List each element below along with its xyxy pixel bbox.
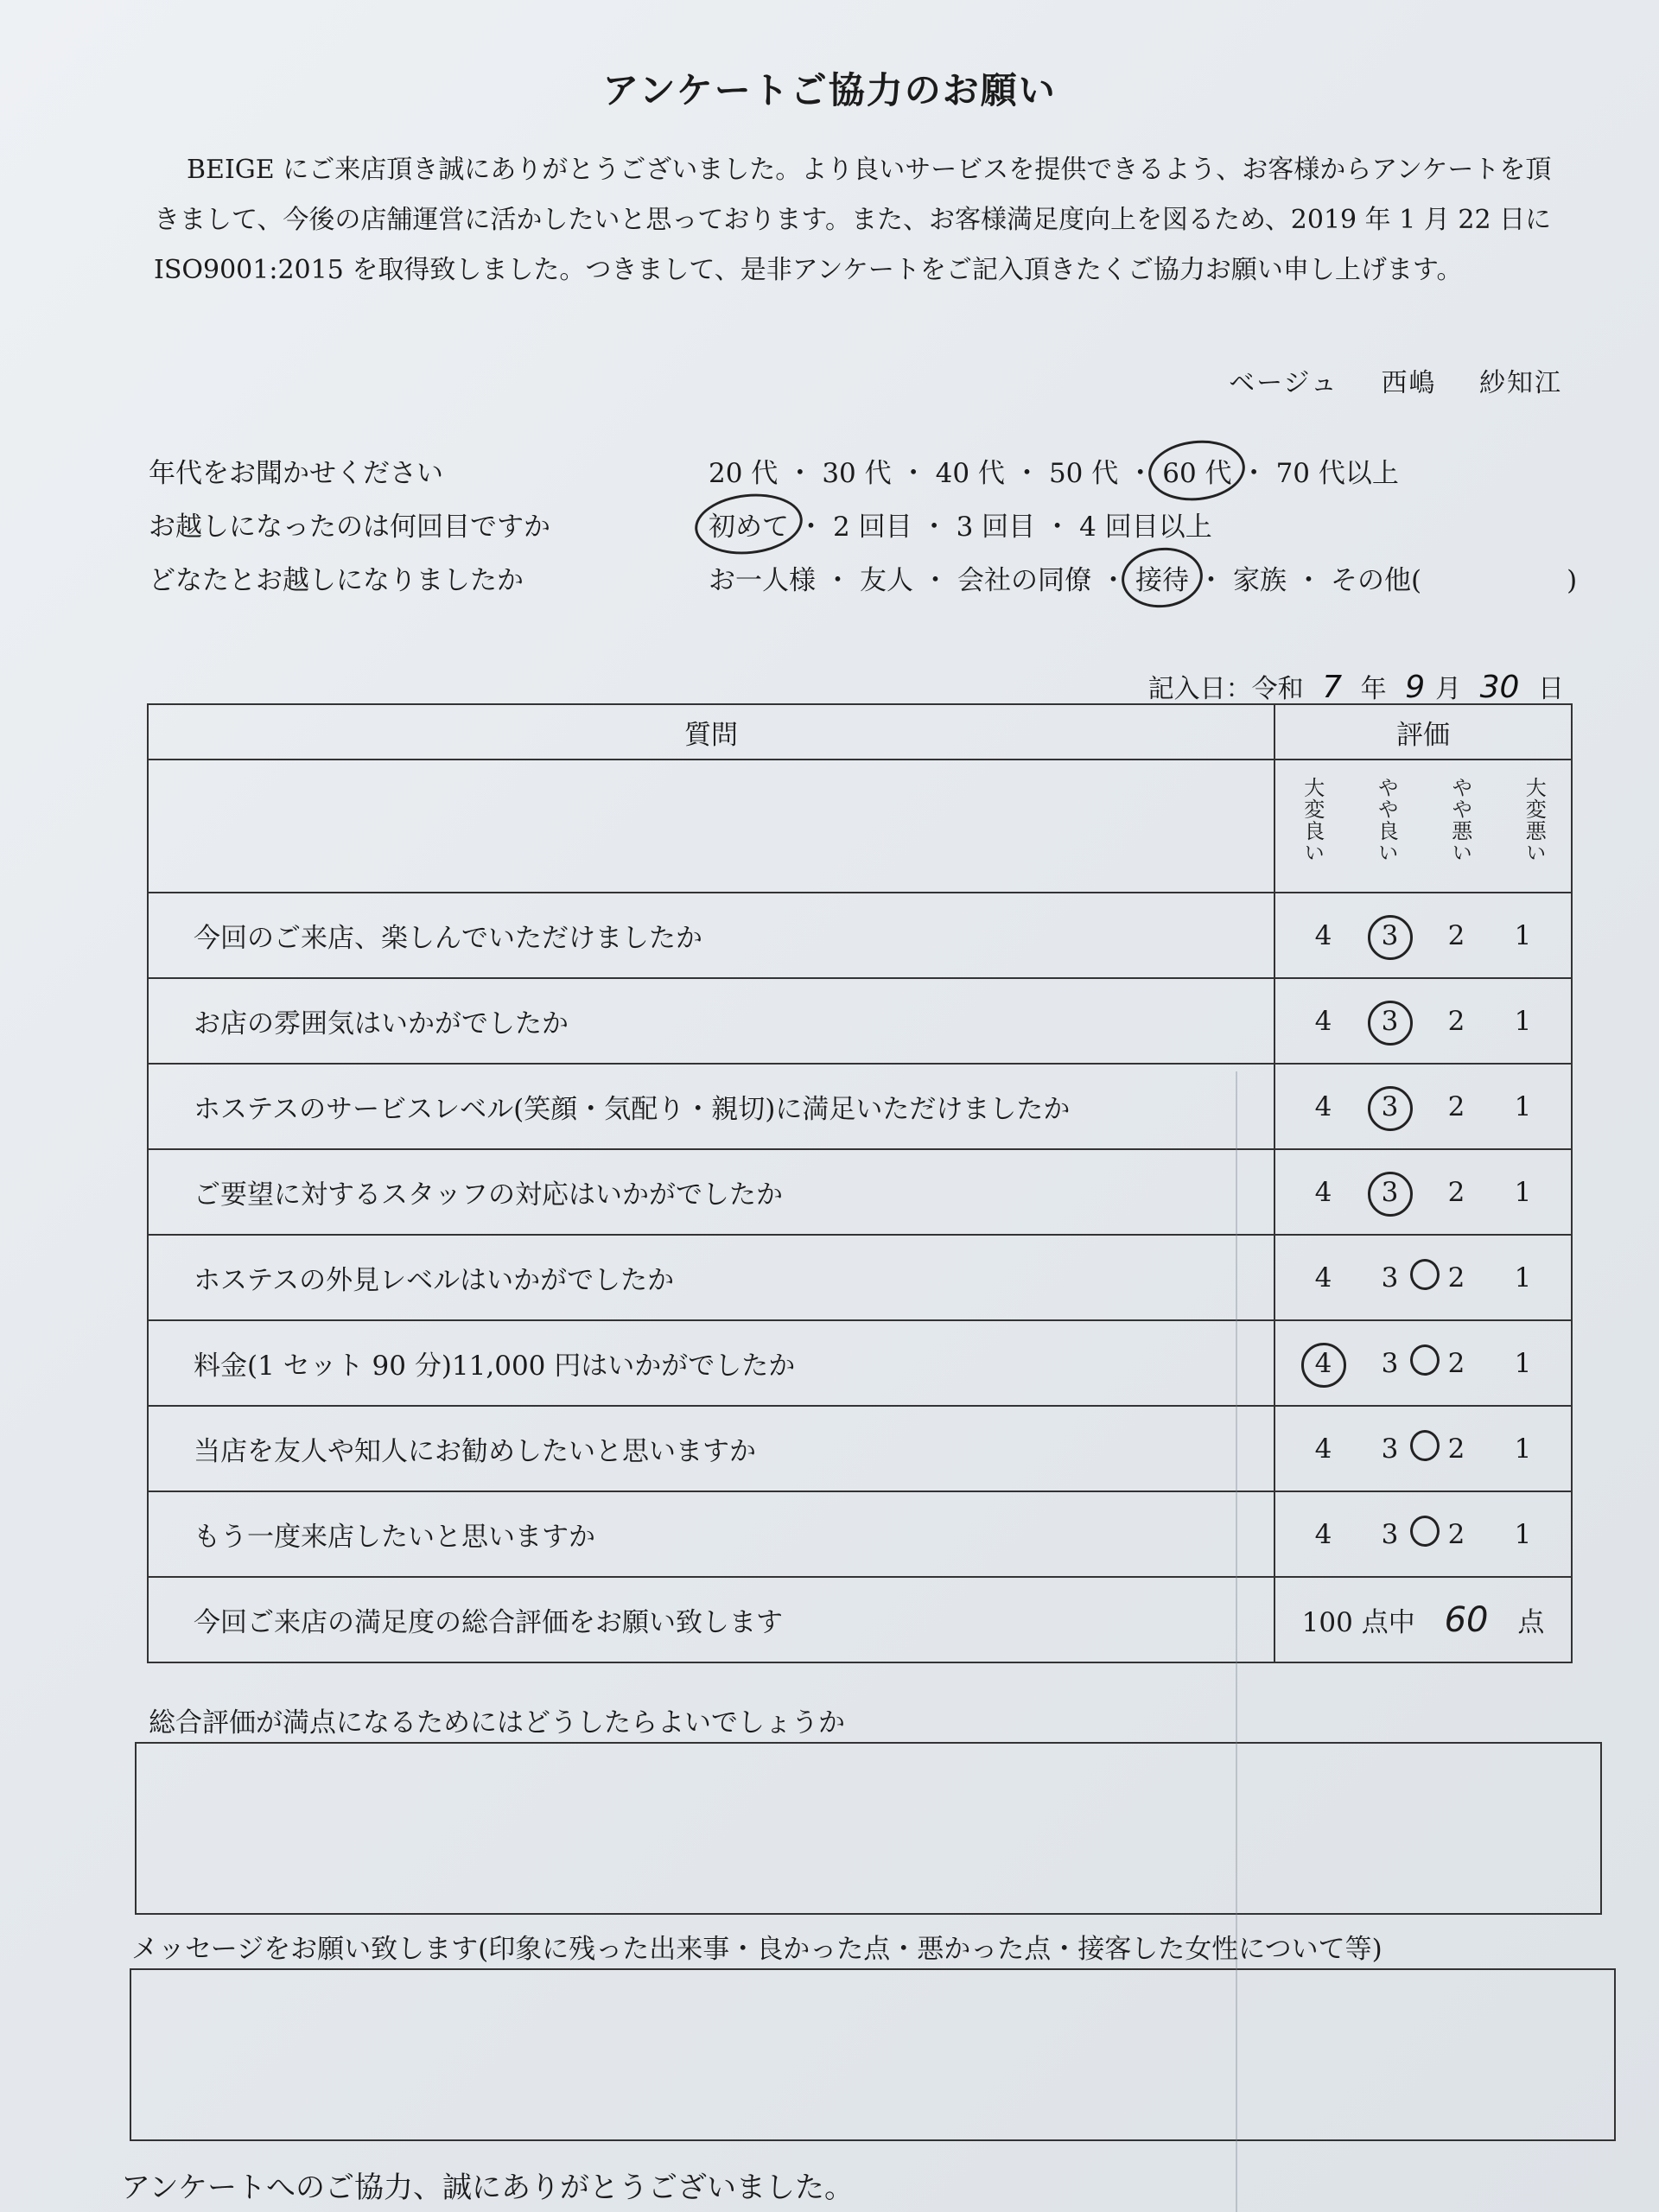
option-alone[interactable]: お一人様 <box>709 565 816 596</box>
date-day-unit: 日 <box>1538 674 1564 704</box>
option-40s[interactable]: 40 代 <box>935 458 1005 489</box>
rating-2-marked[interactable]: 2 <box>1436 1519 1478 1550</box>
profile-question: お越しになったのは何回目ですか <box>149 512 550 543</box>
scale-fairly-good: やや良い <box>1374 777 1399 863</box>
profile-options: 初めて ・ 2 回目 ・ 3 回目 ・ 4 回目以上 <box>705 505 1216 543</box>
rating-4[interactable]: 4 <box>1314 1176 1332 1208</box>
rating-2-marked[interactable]: 2 <box>1436 1262 1478 1294</box>
improvement-label: 総合評価が満点になるためにはどうしたらよいでしょうか <box>149 1707 845 1738</box>
rating-4[interactable]: 4 <box>1314 919 1332 951</box>
rating-4[interactable]: 4 <box>1314 1005 1332 1037</box>
rating-1[interactable]: 1 <box>1514 1518 1532 1550</box>
rating-3[interactable]: 3 <box>1381 1518 1399 1550</box>
question-text: ご要望に対するスタッフの対応はいかがでしたか <box>148 1149 1274 1235</box>
option-other[interactable]: その他( <box>1331 565 1422 596</box>
rating-3[interactable]: 3 <box>1381 1347 1399 1379</box>
question-text: 今回のご来店、楽しんでいただけましたか <box>148 893 1274 978</box>
rating-1[interactable]: 1 <box>1514 919 1532 951</box>
rating-4[interactable]: 4 <box>1314 1090 1332 1122</box>
rating-cell <box>1274 893 1572 978</box>
message-label: メッセージをお願い致します(印象に残った出来事・良かった点・悪かった点・接客した女性について等) <box>131 1934 1382 1965</box>
date-label: 記入日：令和 <box>1147 674 1304 704</box>
option-20s[interactable]: 20 代 <box>709 458 779 489</box>
entry-date <box>1148 667 1564 705</box>
rating-3[interactable]: 3 <box>1381 1433 1399 1465</box>
total-score[interactable]: 60 <box>1444 1599 1489 1640</box>
rating-header: 評価 <box>1274 704 1572 760</box>
option-second[interactable]: 2 回目 <box>833 512 912 543</box>
profile-options: 20 代 ・ 30 代 ・ 40 代 ・ 50 代 ・ 60 代 ・ 70 代以上 <box>705 451 1402 490</box>
question-text: ホステスの外見レベルはいかがでしたか <box>148 1235 1274 1320</box>
scale-very-good: 大変良い <box>1300 777 1325 863</box>
total-score-cell <box>1274 1577 1572 1662</box>
signer-given-name: 紗知江 <box>1479 368 1562 398</box>
option-fourth-plus[interactable]: 4 回目以上 <box>1079 512 1212 543</box>
table-row <box>148 1064 1572 1149</box>
rating-3-selected[interactable]: 3 <box>1370 1006 1411 1037</box>
rating-1[interactable]: 1 <box>1514 1090 1532 1122</box>
rating-4-selected[interactable]: 4 <box>1303 1348 1344 1379</box>
table-row <box>148 1235 1572 1320</box>
rating-4[interactable]: 4 <box>1314 1518 1332 1550</box>
question-text: もう一度来店したいと思いますか <box>148 1491 1274 1577</box>
rating-3[interactable]: 3 <box>1381 1262 1399 1294</box>
rating-cell <box>1274 978 1572 1064</box>
table-row <box>148 893 1572 978</box>
option-coworker[interactable]: 会社の同僚 <box>957 565 1091 596</box>
profile-question: どなたとお越しになりましたか <box>149 565 524 596</box>
rating-1[interactable]: 1 <box>1514 1005 1532 1037</box>
closing-text: アンケートへのご協力、誠にありがとうございました。 <box>121 2171 854 2205</box>
date-year[interactable]: 7 <box>1322 670 1343 705</box>
scale-labels <box>1274 760 1572 893</box>
survey-table <box>147 703 1573 1663</box>
total-suffix: 点 <box>1517 1606 1545 1638</box>
intro-paragraph <box>154 145 1564 296</box>
total-row <box>148 1577 1572 1662</box>
rating-cell <box>1274 1064 1572 1149</box>
rating-2[interactable]: 2 <box>1447 1090 1465 1122</box>
total-prefix: 100 点中 <box>1301 1606 1415 1638</box>
rating-2[interactable]: 2 <box>1447 919 1465 951</box>
profile-options: お一人様 ・ 友人 ・ 会社の同僚 ・ 接待 ・ 家族 ・ その他( ) <box>705 558 1577 597</box>
rating-3-selected[interactable]: 3 <box>1370 920 1411 951</box>
rating-4[interactable]: 4 <box>1314 1262 1332 1294</box>
option-70s-plus[interactable]: 70 代以上 <box>1275 458 1399 489</box>
option-third[interactable]: 3 回目 <box>956 512 1036 543</box>
date-month[interactable]: 9 <box>1405 670 1426 705</box>
question-header: 質問 <box>148 704 1274 760</box>
question-text: ホステスのサービスレベル(笑顔・気配り・親切)に満足いただけましたか <box>148 1064 1274 1149</box>
option-family[interactable]: 家族 <box>1233 565 1287 596</box>
date-year-unit: 年 <box>1360 674 1387 704</box>
table-row <box>148 1149 1572 1235</box>
table-row <box>148 1320 1572 1406</box>
paper-fold <box>1236 1071 1237 2212</box>
rating-2-struck[interactable]: 2 <box>1436 1348 1478 1379</box>
rating-2[interactable]: 2 <box>1447 1005 1465 1037</box>
question-text: お店の雰囲気はいかがでしたか <box>148 978 1274 1064</box>
rating-1[interactable]: 1 <box>1514 1262 1532 1294</box>
option-business-selected[interactable]: 接待 <box>1132 558 1192 597</box>
signer <box>1196 361 1562 399</box>
rating-2-marked[interactable]: 2 <box>1436 1433 1478 1465</box>
profile-question: 年代をお聞かせください <box>149 458 443 489</box>
blank-cell <box>148 760 1274 893</box>
rating-cell <box>1274 1235 1572 1320</box>
rating-1[interactable]: 1 <box>1514 1176 1532 1208</box>
signer-shop: ベージュ <box>1229 368 1338 398</box>
table-row <box>148 1406 1572 1491</box>
table-row <box>148 1491 1572 1577</box>
option-50s[interactable]: 50 代 <box>1048 458 1119 489</box>
page-title: アンケートご協力のお願い <box>602 69 1057 111</box>
rating-1[interactable]: 1 <box>1514 1347 1532 1379</box>
message-field[interactable] <box>130 1968 1616 2141</box>
intro-text: BEIGE にご来店頂き誠にありがとうございました。より良いサービスを提供できるよう、お客様からアンケートを頂きまして、今後の店舗運営に活かしたいと思っております。また、お客様満足度向上を図るため、2019 年 1 月 22 日に ISO9001:2015 を取得致しました。つきまして、是非アンケートをご記入頂きたくご協力お願い申し上げます。 <box>154 155 1552 285</box>
date-month-unit: 月 <box>1435 674 1462 704</box>
rating-4[interactable]: 4 <box>1314 1433 1332 1465</box>
option-other-close: ) <box>1567 565 1578 596</box>
signer-family-name: 西嶋 <box>1381 368 1437 398</box>
option-friend[interactable]: 友人 <box>860 565 913 596</box>
question-text: 当店を友人や知人にお勧めしたいと思いますか <box>148 1406 1274 1491</box>
rating-1[interactable]: 1 <box>1514 1433 1532 1465</box>
total-question: 今回ご来店の満足度の総合評価をお願い致します <box>148 1577 1274 1662</box>
improvement-field[interactable] <box>135 1742 1602 1915</box>
scale-very-bad: 大変悪い <box>1522 777 1547 863</box>
table-row <box>148 978 1572 1064</box>
rating-cell <box>1274 1406 1572 1491</box>
rating-cell <box>1274 1491 1572 1577</box>
question-text: 料金(1 セット 90 分)11,000 円はいかがでしたか <box>148 1320 1274 1406</box>
option-first-time-selected[interactable]: 初めて <box>705 505 792 543</box>
option-60s-selected[interactable]: 60 代 <box>1159 451 1235 490</box>
option-30s[interactable]: 30 代 <box>822 458 892 489</box>
rating-3-selected[interactable]: 3 <box>1370 1091 1411 1122</box>
rating-cell <box>1274 1149 1572 1235</box>
date-day[interactable]: 30 <box>1479 670 1520 705</box>
scale-fairly-bad: やや悪い <box>1447 777 1472 863</box>
rating-2[interactable]: 2 <box>1447 1176 1465 1208</box>
rating-cell <box>1274 1320 1572 1406</box>
rating-3-selected[interactable]: 3 <box>1370 1177 1411 1208</box>
